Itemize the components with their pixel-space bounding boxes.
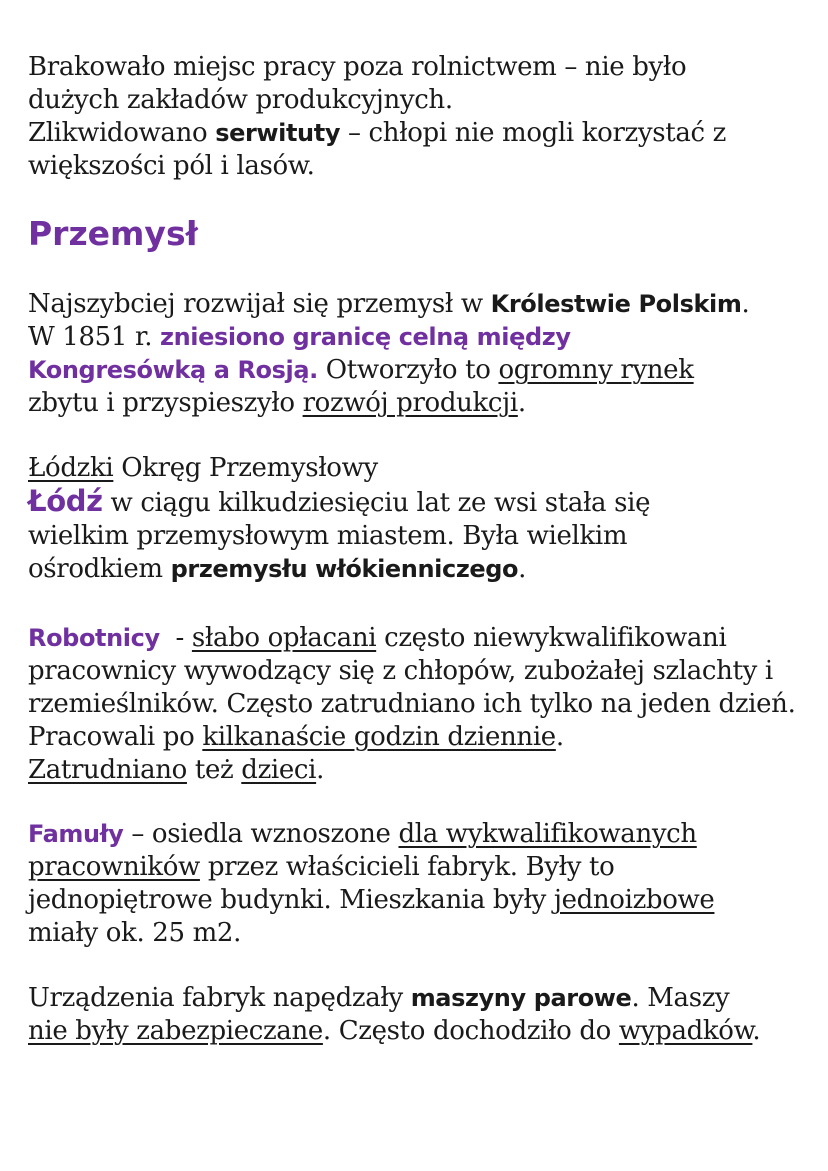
workers-text: często niewykwalifikowani pracownicy wywodzący się z chłopów, zubożałej szlachty i rzemieślników. Często zatrudniano ich tylko na jeden dzień. Pracowali po <box>28 623 796 752</box>
lodz-label: Okręg Przemysłowy <box>113 453 378 483</box>
underpaid-underline: słabo opłacani <box>191 623 377 653</box>
customs-highlight: zniesiono granicę celną między <box>160 323 571 351</box>
lodz-text: wielkim przemysłowym miastem. Była wielkim <box>28 521 628 551</box>
workers-text: . <box>316 755 325 785</box>
workers-text: . <box>555 722 564 752</box>
lodz-text: . <box>518 554 527 584</box>
machines-text: . <box>752 1016 761 1046</box>
intro-paragraph <box>28 51 804 183</box>
famuly-text: – osiedla wznoszone <box>123 819 399 849</box>
intro-line-2: dużych zakładów produkcyjnych. <box>28 85 453 115</box>
machines-text: . Często dochodziło do <box>322 1016 619 1046</box>
lodz-paragraph <box>28 452 804 586</box>
hours-underline: kilkanaście godzin dziennie <box>202 722 556 752</box>
unsecured-underline: nie były zabezpieczane <box>28 1016 323 1046</box>
famuly-term: Famuły <box>28 820 124 848</box>
skilled-underline: dla wykwalifikowanych <box>398 819 697 849</box>
lodz-label-underline: Łódzki <box>28 453 114 483</box>
industry-text: zbytu i przyspieszyło <box>28 388 303 418</box>
machines-text: . Maszy <box>631 983 730 1013</box>
machines-text: Urządzenia fabryk napędzały <box>28 983 411 1013</box>
industry-text: . <box>517 388 526 418</box>
workers-text: - <box>159 623 192 653</box>
intro-line-1: Brakowało miejsc pracy poza rolnictwem – nie było <box>28 52 687 82</box>
workers-underline: pracowników <box>28 852 200 882</box>
industry-text: Najszybciej rozwijał się przemysł w <box>28 289 491 319</box>
famuly-paragraph <box>28 818 804 950</box>
textile-term: przemysłu włókienniczego <box>170 555 519 583</box>
children-underline: dzieci <box>241 755 317 785</box>
industry-text: Otworzyło to <box>317 355 499 385</box>
intro-text: – chłopi nie mogli korzystać z większości pól i lasów. <box>28 118 726 181</box>
lodz-text: w ciągu kilkudziesięciu lat ze wsi stała się <box>102 488 651 518</box>
employed-underline: Zatrudniano <box>28 755 187 785</box>
industry-text: W 1851 r. <box>28 322 161 352</box>
famuly-text: jednopiętrowe budynki. Mieszkania były <box>28 885 554 915</box>
serwituty-term: serwituty <box>215 119 341 147</box>
industry-paragraph <box>28 288 804 420</box>
section-heading: Przemysł <box>28 214 198 253</box>
steam-machines-term: maszyny parowe <box>410 984 632 1012</box>
robotnicy-term: Robotnicy <box>28 624 160 652</box>
intro-text: Zlikwidowano <box>28 118 216 148</box>
krolestwie-term: Królestwie Polskim <box>490 290 742 318</box>
machines-paragraph <box>28 982 804 1048</box>
customs-highlight-2: Kongresówką a Rosją. <box>28 356 318 384</box>
market-underline: ogromny rynek <box>498 355 694 385</box>
workers-paragraph <box>28 622 804 787</box>
production-underline: rozwój produkcji <box>302 388 518 418</box>
workers-text: też <box>186 755 242 785</box>
industry-text: . <box>741 289 750 319</box>
lodz-city: Łódź <box>28 484 103 518</box>
famuly-text: miały ok. 25 m2. <box>28 918 242 948</box>
famuly-text: przez właścicieli fabryk. Były to <box>199 852 615 882</box>
accidents-underline: wypadków <box>618 1016 753 1046</box>
lodz-text: ośrodkiem <box>28 554 171 584</box>
one-room-underline: jednoizbowe <box>553 885 715 915</box>
